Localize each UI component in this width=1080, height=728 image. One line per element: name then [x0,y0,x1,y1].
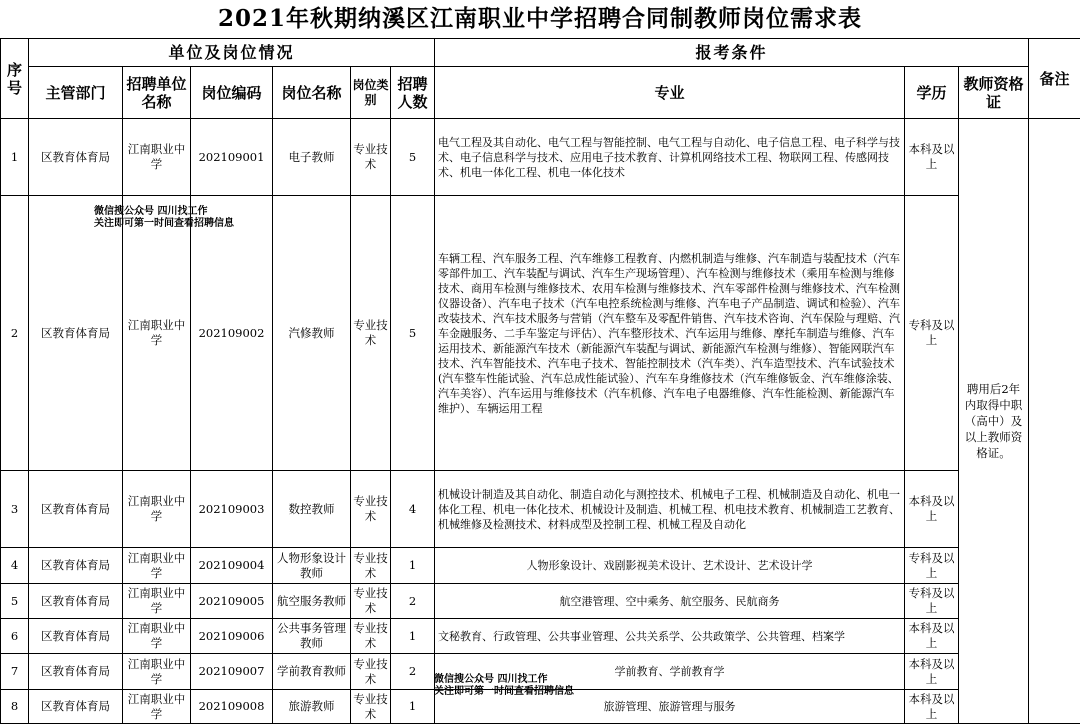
watermark-line-2: 关注即可第一时间查看招聘信息 [94,218,234,229]
header-post: 岗位名称 [273,67,351,119]
header-major: 专业 [435,67,905,119]
cell-count: 1 [391,690,435,724]
cell-major: 文秘教育、行政管理、公共事业管理、公共关系学、公共政策学、公共管理、档案学 [435,619,905,654]
cell-unit: 江南职业中学 [123,196,191,471]
cell-major: 车辆工程、汽车服务工程、汽车维修工程教育、内燃机制造与维修、汽车制造与装配技术（汽车零部件加工、汽车装配与调试、汽车生产现场管理）、汽车检测与维修技术（乘用车检测与维修技术、商用车检测与维修技术、农用车检测与维修技术、汽车零部件检测与维修技术、汽车检测仪器设备）、汽车电子技术（汽车电控系统检测与维修、汽车电子产品制造、调试和检验）、汽车改装技术、汽车技术服务与营销（汽车整车及零配件销售、汽车技术咨询、汽车保险与理赔、汽车金融服务、二手车鉴定与评估）、汽车整形技术、汽车运用与维修、摩托车制造与维修、汽车运用技术、新能源汽车技术（新能源汽车装配与调试、新能源汽车检测与维修）、智能网联汽车技术、汽车智能技术、汽车电子技术、智能控制技术（汽车类）、汽车造型技术、汽车试验技术(汽车整车性能试验、汽车总成性能试验）、汽车车身维修技术（汽车维修钣金、汽车维修涂装、汽车美容）、汽车运用与维修技术（汽车机修、汽车电子电器维修、汽车性能检测、新能源汽车维护）、车辆运用工程 [435,196,905,471]
cell-unit: 江南职业中学 [123,654,191,690]
cell-major: 电气工程及其自动化、电气工程与智能控制、电气工程与自动化、电子信息工程、电子科学与技术、电子信息科学与技术、应用电子技术教育、计算机网络技术工程、物联网工程、传感网技术、机电一体化工程、机电一体化技术 [435,119,905,196]
cell-edu: 专科及以上 [905,584,959,619]
cell-post: 旅游教师 [273,690,351,724]
table-row [1,119,1080,196]
cell-seq: 5 [1,584,29,619]
header-unit: 招聘单位名称 [123,67,191,119]
cell-edu: 本科及以上 [905,119,959,196]
cell-code: 202109006 [191,619,273,654]
header-count: 招聘人数 [391,67,435,119]
cell-unit: 江南职业中学 [123,619,191,654]
cell-dept: 区教育体育局 [29,584,123,619]
cell-dept: 区教育体育局 [29,196,123,471]
cell-cert: 聘用后2年内取得中职（高中）及以上教师资格证。 [959,119,1029,724]
cell-note [1029,119,1080,724]
cell-post: 电子教师 [273,119,351,196]
cell-dept: 区教育体育局 [29,119,123,196]
cell-unit: 江南职业中学 [123,690,191,724]
cell-category: 专业技术 [351,584,391,619]
cell-count: 4 [391,471,435,548]
recruitment-table [0,38,1080,724]
header-seq: 序号 [1,39,29,119]
page-title: 2021年秋期纳溪区江南职业中学招聘合同制教师岗位需求表 [217,5,862,32]
cell-category: 专业技术 [351,619,391,654]
header-edu: 学历 [905,67,959,119]
cell-unit: 江南职业中学 [123,119,191,196]
cell-edu: 本科及以上 [905,690,959,724]
cell-unit: 江南职业中学 [123,548,191,584]
header-group-requirements: 报考条件 [435,39,1029,67]
cell-code: 202109008 [191,690,273,724]
cell-major: 人物形象设计、戏剧影视美术设计、艺术设计、艺术设计学 [435,548,905,584]
header-dept: 主管部门 [29,67,123,119]
header-note: 备注 [1029,39,1080,119]
header-group-unit: 单位及岗位情况 [29,39,435,67]
cell-unit: 江南职业中学 [123,471,191,548]
watermark-line-2: 关注即可第一时间查看招聘信息 [434,686,574,697]
cell-category: 专业技术 [351,471,391,548]
header-code: 岗位编码 [191,67,273,119]
cell-count: 1 [391,619,435,654]
cell-count: 5 [391,119,435,196]
cell-code: 202109002 [191,196,273,471]
header-row-group [1,39,1080,67]
cell-category: 专业技术 [351,654,391,690]
cell-edu: 本科及以上 [905,471,959,548]
table-row [1,471,1080,548]
watermark-line-1: 微信搜公众号 四川找工作 [94,206,208,217]
cell-dept: 区教育体育局 [29,548,123,584]
cell-post: 人物形象设计教师 [273,548,351,584]
cell-major: 学前教育、学前教育学 [435,654,905,690]
cell-post: 数控教师 [273,471,351,548]
cell-count: 5 [391,196,435,471]
cell-post: 学前教育教师 [273,654,351,690]
cell-unit: 江南职业中学 [123,584,191,619]
cell-count: 1 [391,548,435,584]
cell-seq: 7 [1,654,29,690]
cell-code: 202109007 [191,654,273,690]
cell-code: 202109004 [191,548,273,584]
cell-post: 航空服务教师 [273,584,351,619]
cell-count: 2 [391,654,435,690]
cell-dept: 区教育体育局 [29,471,123,548]
table-row [1,619,1080,654]
cell-post: 汽修教师 [273,196,351,471]
header-category: 岗位类别 [351,67,391,119]
cell-seq: 8 [1,690,29,724]
cell-category: 专业技术 [351,548,391,584]
cell-dept: 区教育体育局 [29,690,123,724]
cell-category: 专业技术 [351,690,391,724]
watermark [94,206,234,230]
cell-edu: 专科及以上 [905,196,959,471]
cell-seq: 6 [1,619,29,654]
cell-category: 专业技术 [351,119,391,196]
cell-edu: 本科及以上 [905,654,959,690]
cell-seq: 4 [1,548,29,584]
watermark-line-1: 微信搜公众号 四川找工作 [434,674,548,685]
cell-seq: 1 [1,119,29,196]
table-row [1,548,1080,584]
cell-post: 公共事务管理教师 [273,619,351,654]
cell-dept: 区教育体育局 [29,654,123,690]
cell-major: 旅游管理、旅游管理与服务 [435,690,905,724]
cell-edu: 专科及以上 [905,548,959,584]
cell-code: 202109001 [191,119,273,196]
table-row [1,196,1080,471]
table-row [1,584,1080,619]
cell-dept: 区教育体育局 [29,619,123,654]
cell-count: 2 [391,584,435,619]
cell-code: 202109003 [191,471,273,548]
cell-edu: 本科及以上 [905,619,959,654]
cell-code: 202109005 [191,584,273,619]
cell-seq: 3 [1,471,29,548]
cell-major: 航空港管理、空中乘务、航空服务、民航商务 [435,584,905,619]
cell-major: 机械设计制造及其自动化、制造自动化与测控技术、机械电子工程、机械制造及自动化、机电一体化工程、机电一体化技术、机械设计及制造、机械工程、机电技术教育、机械制造工艺教育、机械维修及检测技术、材料成型及控制工程、机械工程及自动化 [435,471,905,548]
cell-category: 专业技术 [351,196,391,471]
watermark [434,674,574,698]
header-row-columns [1,67,1080,119]
header-cert: 教师资格证 [959,67,1029,119]
cell-seq: 2 [1,196,29,471]
